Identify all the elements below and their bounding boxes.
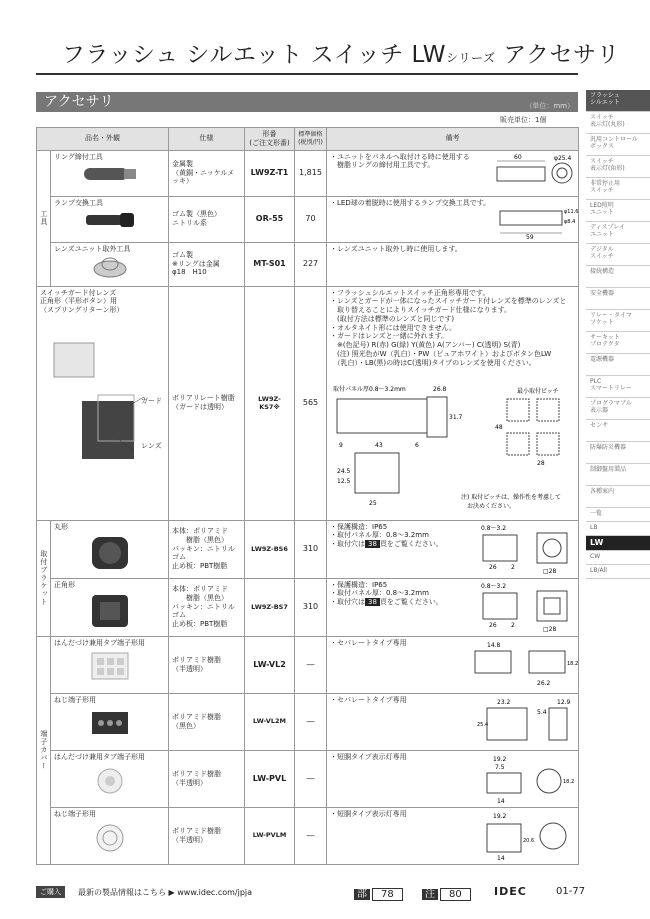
spec-line: ゴム製 [172,250,193,259]
table-row [37,150,579,196]
model-number: LW9Z-T1 [245,150,295,196]
spec-line: ゴム製（黒色） [172,210,221,219]
terminal-cover-icon [90,763,130,797]
note-line: ・取付穴は 38 頁をご覧ください。 [330,598,443,606]
dim-label: 5.4 [537,708,547,716]
model-number: LW9Z-BS7 [245,578,295,636]
spec-line: ※リングは金属 [172,259,220,268]
spec-line: 止め板：PBT樹脂 [172,620,228,629]
dim-label: 7.5 [495,763,505,771]
note-line: ・取付パネル厚：0.8～3.2mm [330,589,429,598]
sidebar-item[interactable]: リレー・タイマ ソケット [586,310,650,332]
page-title: フラッシュ シルエット スイッチ LWシリーズ アクセサリ [62,42,621,68]
spec-line: φ18 H10 [172,268,207,277]
dim-label: 28 [537,459,545,467]
sidebar-item[interactable]: サーキット プロテクタ [586,332,650,354]
product-name: レンズユニット取外工具 [54,244,131,253]
terminal-cover-icon [88,706,132,740]
lamp-tool-dimension-drawing [492,203,577,239]
table-row [37,286,579,520]
dim-label: 31.7 [449,413,463,421]
product-name: スイッチガード付レンズ 正角形（平形ボタン）用 （スプリングリターン形） [40,288,124,314]
sidebar-item[interactable]: 安全機器 [586,288,650,310]
dim-label: 14.8 [487,641,501,649]
product-name: 丸形 [54,522,68,531]
model-number: LW-PVL [245,750,295,807]
sidebar-item[interactable]: CW [586,551,650,565]
sidebar-item[interactable]: 制御盤用製品 [586,464,650,486]
note-line: ・ユニットをパネルへ取付ける時に使用する [330,152,470,161]
model-number: MT-S01 [245,242,295,286]
category-terminal: 端子カバー [37,636,51,864]
sidebar-item[interactable]: 電源機器 [586,354,650,376]
product-name: はんだづけ兼用タブ端子形用 [54,638,145,647]
dim-label: 60 [514,153,522,161]
sidebar-item[interactable]: センサ [586,420,650,442]
price: 310 [295,520,327,578]
dim-label: 25 [369,499,377,507]
table-row [37,636,579,693]
ring-tool-icon [80,163,140,185]
note-line: ・保護構造：IP65 [330,580,388,589]
note-line: （乳白）・LB(黒)の時はC(透明)タイプのレンズを使用ください。 [330,358,536,367]
col-header-spec: 仕様 [169,128,245,151]
price: 227 [295,242,327,286]
price: ― [295,807,327,864]
spec-line: ポリアリレート樹脂 [172,394,235,403]
category-mount: 取付ブラケット [37,520,51,636]
dim-label: 12.9 [557,698,571,706]
product-name: リング締付工具 [54,152,103,161]
sidebar-item[interactable]: LED照明 ユニット [586,200,650,222]
model-number: OR-55 [245,196,295,242]
note-line: ・LED球の着脱時に使用するランプ交換工具です。 [330,198,491,207]
note-line: ・レンズユニット取外し時に使用します。 [330,244,462,253]
dim-label: 0.8～3.2 [481,582,507,590]
round-bracket-icon [88,533,132,573]
dim-label: 18.2 [567,660,579,667]
category-tool: 工具 [37,150,51,286]
dim-label: 24.5 [337,467,351,475]
terminal-cover-icon [90,820,130,854]
spec-line: （黒色） [172,721,200,730]
terminal-cover-icon [88,649,132,683]
dim-label: 9 [339,441,343,449]
note-line: ・オルタネイト形には使用できません。 [330,323,456,332]
panel-thickness-label: 取付パネル厚0.8～3.2mm [333,385,406,393]
dim-label: □28 [543,625,557,633]
sidebar-item[interactable]: 一覧 [586,508,650,522]
sidebar-item[interactable]: LB/All [586,565,650,579]
lw-vl2-dimension-drawing [467,639,577,691]
dim-label: 14 [497,797,505,805]
product-name: ねじ端子形用 [54,809,96,818]
dim-label: φ25.4 [554,154,572,162]
dim-label: 18.2 [563,778,575,785]
note-line: ・ガードはレンズと一緒に外れます。 [330,332,449,341]
dim-label: φ11.6 [564,208,579,215]
guard-lens-dimension-drawing [331,383,575,517]
col-header-name: 品名・外観 [37,128,169,151]
note-line: 樹脂リングの締付用工具です。 [330,161,435,170]
spec-line: （半透明） [172,778,207,787]
model-number: LW-PVLM [245,807,295,864]
purchase-tag: ご購入 [36,886,65,898]
table-row [37,242,579,286]
sidebar-item[interactable]: ディスプレイ ユニット [586,222,650,244]
table-row [37,693,579,750]
lw-pvlm-dimension-drawing [477,810,577,862]
pitch-note: 注) 取付ピッチは、操作性を考慮して [461,493,562,501]
spec-line: （半透明） [172,664,207,673]
accessory-table [36,127,579,865]
price: 565 [295,286,327,520]
sidebar-item[interactable]: スイッチ 表示灯(丸形) [586,112,650,134]
sidebar-item[interactable]: 汎用コントロール ボックス [586,134,650,156]
dim-label: 26 [489,563,497,571]
footer [36,884,650,902]
spec-line: パッキン：ニトリルゴム [172,544,235,562]
model-number: LW-VL2M [245,693,295,750]
unit-note: （単位：mm） [525,102,574,110]
sidebar-item[interactable]: 非常停止用 スイッチ [586,178,650,200]
dim-label: 14 [497,854,505,862]
note-line: ・レンズとガードが一体になったスイッチガード付レンズを標準のレンズと [330,297,567,306]
note-line: ・保護構造：IP65 [330,522,388,531]
dim-label: 6 [415,441,419,449]
price: ― [295,636,327,693]
dim-label: φ8.4 [564,218,576,225]
dim-label: 0.8～3.2 [481,524,507,532]
dim-label: 19.2 [493,812,507,820]
dim-label: 25.4 [477,721,489,728]
page-number: 01-77 [556,886,586,897]
spec-line: パッキン：ニトリルゴム [172,602,235,620]
table-row [37,750,579,807]
spec-line: ポリアミド樹脂 [172,712,221,721]
spec-line: ポリアミド樹脂 [172,769,221,778]
model-number: LW-VL2 [245,636,295,693]
dim-label: 19.2 [493,755,507,763]
model-number: LW9Z-KS7※ [245,286,295,520]
note-line: ・短胴タイプ表示灯専用 [330,752,407,761]
col-header-notes: 備考 [327,128,579,151]
section-header: アクセサリ （単位：mm） [36,92,578,112]
spec-line: （ガードは透明） [172,403,228,411]
dim-label: 12.5 [337,477,351,485]
table-header-row [37,128,579,151]
note-line: (取付方法は標準のレンズと同じです) [330,314,455,323]
col-header-price: 標準価格 (税別/円) [295,128,327,151]
website-link[interactable]: 最新の製品情報はこちら ▶ www.idec.com/jpja [78,888,253,897]
spec-line: ポリアミド樹脂 [172,655,221,664]
dim-label: 20.6 [523,837,535,844]
table-row [37,196,579,242]
col-header-model: 形番 (ご注文形番) [245,128,295,151]
square-bracket-dimension-drawing [477,581,577,633]
title-rule [36,73,578,75]
spec-line: ポリアミド樹脂 [172,826,221,835]
price: 310 [295,578,327,636]
page-ref[interactable]: 38 [365,598,380,606]
product-name: 正角形 [54,580,75,589]
sidebar-item[interactable]: フラッシュ シルエット [586,90,650,112]
ref-part: 部 78 [354,885,403,900]
dim-label: 48 [495,423,503,431]
note-line: ・セパレートタイプ専用 [330,695,407,704]
ref-note: 注 80 [422,885,471,900]
lamp-tool-icon [80,209,140,231]
spec-line: 樹脂（黒色） [172,535,228,544]
price: ― [295,693,327,750]
sidebar-item[interactable]: LW [586,536,650,551]
lens-callout: レンズ [141,441,162,450]
dim-label: 26.2 [537,679,551,687]
page-ref[interactable]: 38 [365,540,380,548]
sidebar-item[interactable]: スイッチ 表示灯(角形) [586,156,650,178]
spec-line: 樹脂（黒色） [172,593,228,602]
spec-line: 本体：ポリアミド [172,585,228,594]
min-pitch-label: 最小取付ピッチ [517,387,559,395]
spec-line: ニトリル系 [172,219,207,227]
spec-line: 止め板：PBT樹脂 [172,562,228,571]
sidebar-item[interactable]: 各種案内 [586,486,650,508]
spec-line: （黄銅・ニッケルメッキ） [172,168,235,186]
dim-label: 26 [489,621,497,629]
note-line: ・フラッシュシルエットスイッチ正角形専用です。 [330,288,490,297]
lw-vl2m-dimension-drawing [477,696,577,748]
dim-label: 59 [526,233,534,241]
note-line: ・短胴タイプ表示灯専用 [330,809,407,818]
spec-line: （半透明） [172,835,207,844]
sidebar-item[interactable]: PLC スマートリレー [586,376,650,398]
sales-unit: 販売単位：1個 [500,116,547,124]
square-bracket-icon [88,591,132,631]
note-line: ・セパレートタイプ専用 [330,638,407,647]
dim-label: 26.8 [433,385,447,393]
dim-label: □28 [543,567,557,575]
sidebar-item[interactable]: 防爆防災機器 [586,442,650,464]
dim-label: 23.2 [497,698,511,706]
sidebar-item[interactable]: プログラマブル 表示器 [586,398,650,420]
sidebar-item[interactable]: 接続構造 [586,266,650,288]
ring-tool-dimension-drawing [492,153,577,193]
category-sidebar [586,90,650,579]
lw-pvl-dimension-drawing [477,753,577,805]
table-row [37,578,579,636]
dim-label: 2 [511,563,515,571]
note-line: ・取付パネル厚：0.8～3.2mm [330,531,429,540]
product-name: はんだづけ兼用タブ端子形用 [54,752,145,761]
price: 1,815 [295,150,327,196]
idec-logo: IDEC [494,885,527,898]
lens-removal-tool-icon [90,255,130,279]
switch-guard-lens-icon [48,339,158,479]
table-row [37,807,579,864]
sidebar-item[interactable]: デジタル スイッチ [586,244,650,266]
table-row [37,520,579,578]
note-line: ※(色記号) R(赤) G(緑) Y(黄色) A(アンバー) C(透明) S(青) [330,341,521,349]
round-bracket-dimension-drawing [477,523,577,575]
product-name: ランプ交換工具 [54,198,103,207]
sidebar-item[interactable]: LB [586,522,650,536]
guard-callout: ガード [141,396,162,405]
note-line: (注) 照光色がW（乳白）・PW（ピュアホワイト）およびボタン色LW [330,349,552,358]
dim-label: 2 [511,621,515,629]
note-line: 取り替えることによりスイッチガード仕様になります。 [330,306,512,314]
note-line: ・取付穴は 38 頁をご覧ください。 [330,540,443,548]
model-number: LW9Z-BS6 [245,520,295,578]
price: ― [295,750,327,807]
product-name: ねじ端子形用 [54,695,96,704]
dim-label: 43 [375,441,383,449]
pitch-note: お決めください。 [461,502,516,510]
price: 70 [295,196,327,242]
spec-line: 金属製 [172,159,193,168]
spec-line: 本体：ポリアミド [172,527,228,536]
